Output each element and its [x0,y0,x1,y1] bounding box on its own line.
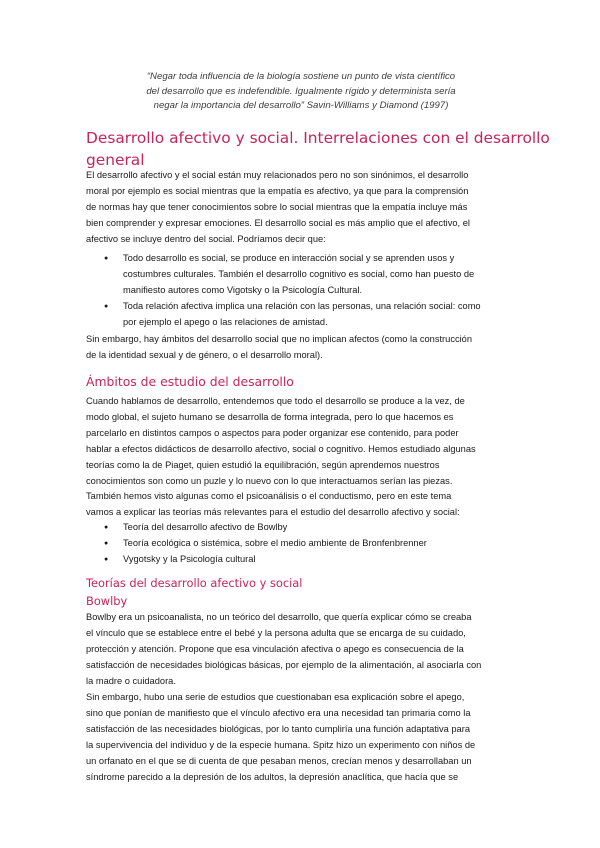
paragraph [86,394,476,521]
paragraph [86,168,470,248]
text-line: la supervivencia del individuo y de la especie humana. Spitz hizo un experimento con niños de [86,739,476,750]
epigraph-quote [112,70,490,114]
text-line: de normas hay que tener conocimientos sobre lo social mientras que la empatía incluye más [86,201,468,212]
paragraph [86,332,472,364]
text-line: Cuando hablamos de desarrollo, entendemos que todo el desarrollo se produce a la vez, de [86,396,465,406]
text-line: ● Teoría ecológica o sistémica, sobre el medio ambiente de Bronfenbrenner [123,537,427,548]
paragraph [86,690,475,785]
bullet-list [86,251,481,331]
text-line: costumbres culturales. También el desarrollo cognitivo es social, como han puesto de [123,268,475,279]
text-line: manifiesto autores como Vigotsky o la Psicología Cultural. [123,284,363,295]
text-line: El desarrollo afectivo y el social están muy relacionados pero no son sinónimos, el desarrollo [86,170,469,180]
quote-line: del desarrollo que es indefendible. Igualmente rígido y determinista sería [146,85,456,97]
list-item [86,536,427,552]
text-line: conocimientos son como un puzle y lo nuevo con lo que interactuamos serían las piezas. [86,475,453,486]
text-line: satisfacción de necesidades biológicas básicas, por ejemplo de la alimentación, al asociarla con [86,659,482,670]
list-item [86,299,481,331]
heading-line: Desarrollo afectivo y social. Interrelaciones con el desarrollo [86,129,550,147]
paragraph [86,610,481,690]
subsection-heading-bowlby: Bowlby [86,594,128,608]
text-line: ● Teoría del desarrollo afectivo de Bowlby [123,522,288,532]
text-line: ● Todo desarrollo es social, se produce en interacción social y se aprenden usos y [123,253,455,263]
text-line: También hemos visto algunas como el psicoanálisis o el conductismo, pero en este tema [86,491,452,502]
text-line: Bowlby era un psicoanalista, no un teórico del desarrollo, que quería explicar cómo se creaba [86,612,472,622]
text-line: la madre o cuidadora. [86,675,176,686]
text-line: parcelarlo en distintos campos o aspectos para poder organizar ese contenido, para poder [86,427,459,438]
section-heading-afectivo-social [86,128,550,170]
text-line: ● Toda relación afectiva implica una relación con las personas, una relación social: como [123,300,481,311]
quote-line: negar la importancia del desarrollo” Savin-Williams y Diamond (1997) [153,100,449,111]
text-line: un orfanato en el que se di cuenta de que pesaban menos, crecían menos y desarrollaban un [86,755,472,766]
text-line: teorías como la de Piaget, quien estudió la equilibración, según aprendemos nuestros [86,459,440,470]
list-item [86,520,427,536]
bullet-list [86,520,427,568]
text-line: de la identidad sexual y de género, o el desarrollo moral). [86,349,323,360]
text-line: satisfacción de las necesidades biológicas, por lo tanto cumpliría una función adaptativa para [86,723,470,734]
list-item [86,552,427,568]
text-line: protección y atención. Propone que esa vinculación afectiva o apego es consecuencia de la [86,643,464,654]
text-line: bien comprender y expresar emociones. El desarrollo social es más amplio que el afectivo, el [86,217,470,228]
text-line: afectivo se incluye dentro del social. Podríamos decir que: [86,233,326,244]
section-heading-ambitos: Ámbitos de estudio del desarrollo [86,374,294,389]
text-line: Sin embargo, hubo una serie de estudios que cuestionaban esa explicación sobre el apego, [86,692,465,702]
subsection-heading-teorias: Teorías del desarrollo afectivo y social [86,576,303,590]
quote-line: “Negar toda influencia de la biología sostiene un punto de vista científico [146,71,456,82]
text-line: el vínculo que se establece entre el bebé y la persona adulta que se encarga de su cuidado, [86,627,466,638]
text-line: síndrome parecido a la depresión de los adultos, la depresión anaclítica, que hacía que se [86,771,459,782]
text-line: sino que ponían de manifiesto que el vínculo afectivo era una necesidad tan primaria como la [86,707,471,718]
text-line: modo global, el sujeto humano se desarrolla de forma integrada, pero lo que hacemos es [86,411,454,422]
heading-line: general [86,151,145,169]
text-line: Sin embargo, hay ámbitos del desarrollo social que no implican afectos (como la construcción [86,334,473,344]
text-line: hablar a efectos didácticos de desarrollo afectivo, social o cognitivo. Hemos estudiado algunas [86,443,476,454]
text-line: por ejemplo el apego o las relaciones de amistad. [123,316,328,327]
text-line: moral por ejemplo es social mientras que la empatía es afectivo, ya que para la comprensión [86,185,469,196]
list-item [86,251,481,299]
text-line: ● Vygotsky y la Psicología cultural [123,553,256,564]
text-line: vamos a explicar las teorías más relevantes para el estudio del desarrollo afectivo y social: [86,507,460,518]
